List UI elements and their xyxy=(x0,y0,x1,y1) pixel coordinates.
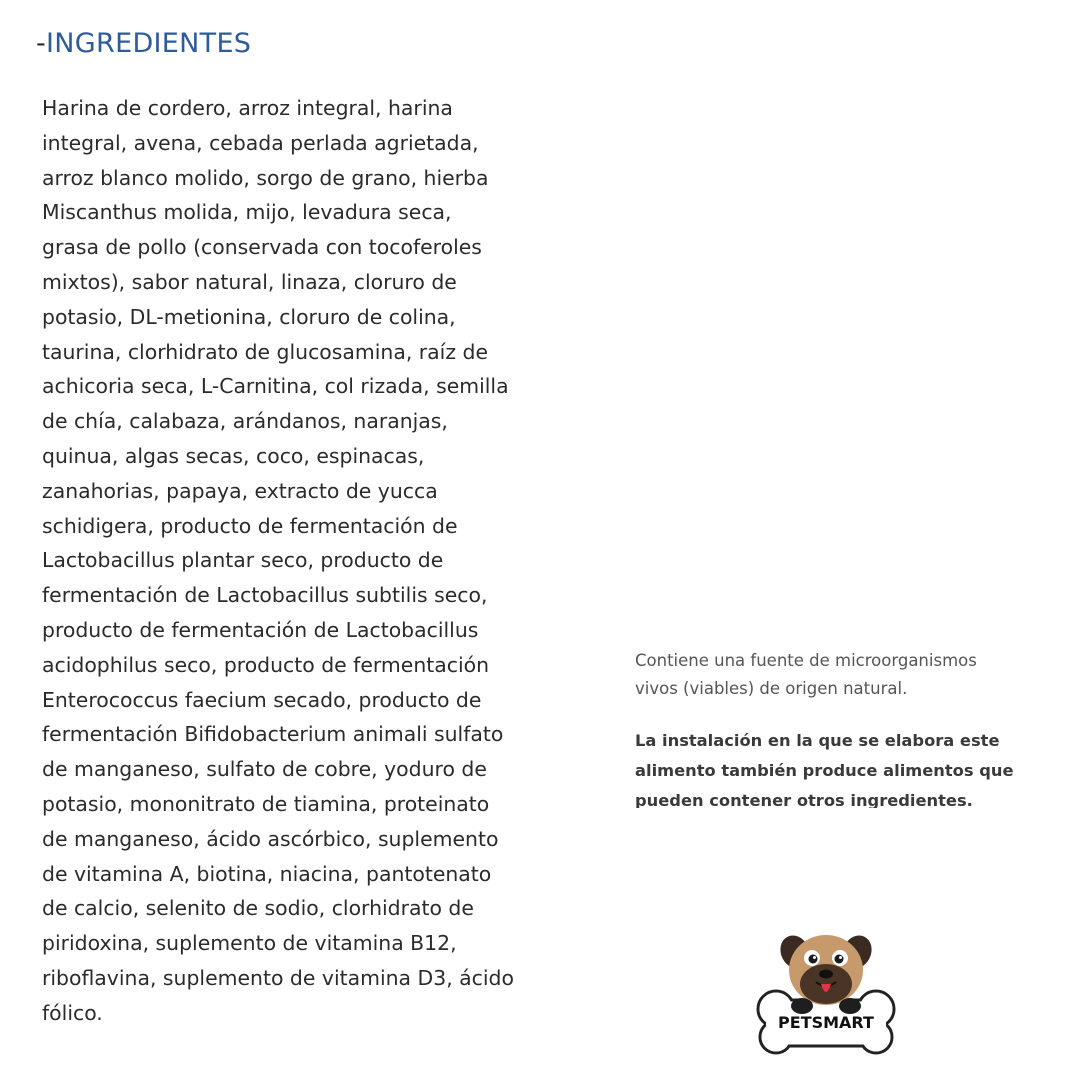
ingredients-line: integral, avena, cebada perlada agrietada, xyxy=(42,130,479,155)
heading-title: INGREDIENTES xyxy=(46,28,252,59)
facility-note-line: La instalación en la que se elabora este xyxy=(635,731,1000,750)
probiotic-note-line: vivos (viables) de origen natural. xyxy=(635,679,908,698)
ingredients-line: piridoxina, suplemento de vitamina B12, xyxy=(42,931,457,956)
ingredients-line: mixtos), sabor natural, linaza, cloruro de xyxy=(42,269,457,294)
ingredients-line: arroz blanco molido, sorgo de grano, hierba xyxy=(42,165,489,190)
ingredients-line: fólico. xyxy=(42,1000,103,1025)
ingredients-line: de vitamina A, biotina, niacina, pantotenato xyxy=(42,861,492,886)
logo-wordmark: PETSMART xyxy=(778,1013,874,1032)
ingredients-line: riboflavina, suplemento de vitamina D3, ácido xyxy=(42,965,514,990)
section-heading xyxy=(36,28,251,59)
ingredients-line: acidophilus seco, producto de fermentación xyxy=(42,652,490,677)
ingredients-line: potasio, DL-metionina, cloruro de colina, xyxy=(42,304,456,329)
ingredients-line: fermentación Bifidobacterium animali sulfato xyxy=(42,722,504,747)
ingredients-line: producto de fermentación de Lactobacillus xyxy=(42,617,479,642)
ingredients-list xyxy=(42,91,542,1031)
ingredients-line: Enterococcus faecium secado, producto de xyxy=(42,687,482,712)
facility-note-line: alimento también produce alimentos que xyxy=(635,761,1014,780)
ingredients-line: Lactobacillus plantar seco, producto de xyxy=(42,548,444,573)
ingredients-line: quinua, algas secas, coco, espinacas, xyxy=(42,443,425,468)
ingredients-line: de calcio, selenito de sodio, clorhidrato de xyxy=(42,896,474,921)
ingredients-line: Miscanthus molida, mijo, levadura seca, xyxy=(42,200,452,225)
pug-bone-logo-icon xyxy=(752,930,900,1056)
petsmart-logo xyxy=(752,930,900,1056)
facility-note-line: pueden contener otros ingredientes. xyxy=(635,791,973,808)
ingredients-line: achicoria seca, L-Carnitina, col rizada, semilla xyxy=(42,374,509,399)
ingredients-line: zanahorias, papaya, extracto de yucca xyxy=(42,478,438,503)
ingredients-line: de manganeso, sulfato de cobre, yoduro de xyxy=(42,757,487,782)
ingredients-line: taurina, clorhidrato de glucosamina, raíz de xyxy=(42,339,489,364)
probiotic-note xyxy=(635,647,1055,703)
ingredients-line: schidigera, producto de fermentación de xyxy=(42,513,458,538)
probiotic-note-line: Contiene una fuente de microorganismos xyxy=(635,651,977,670)
ingredients-line: de chía, calabaza, arándanos, naranjas, xyxy=(42,409,448,434)
ingredients-line: fermentación de Lactobacillus subtilis seco, xyxy=(42,583,488,608)
ingredients-line: Harina de cordero, arroz integral, harina xyxy=(42,96,453,120)
ingredients-line: grasa de pollo (conservada con tocoferoles xyxy=(42,235,482,260)
facility-allergen-note xyxy=(635,726,1055,808)
ingredients-line: de manganeso, ácido ascórbico, suplemento xyxy=(42,826,499,851)
heading-dash: - xyxy=(36,28,47,59)
ingredients-line: potasio, mononitrato de tiamina, proteinato xyxy=(42,791,490,816)
